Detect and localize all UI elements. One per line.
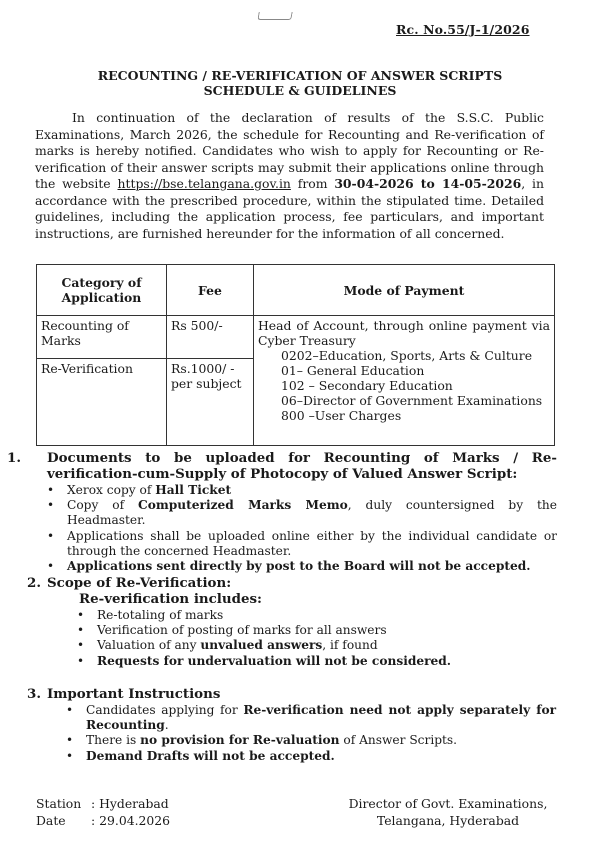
documents-list xyxy=(47,483,557,574)
category-cell: Re-Verification xyxy=(37,359,167,446)
date-label: Date xyxy=(36,812,66,828)
table-row xyxy=(37,316,555,359)
bullet-icon: • xyxy=(66,733,74,748)
bullet-icon: • xyxy=(77,623,85,638)
section-number: 1. xyxy=(7,450,21,466)
list-item xyxy=(77,653,557,669)
payment-head: Head of Account, through online payment via Cyber Treasury xyxy=(258,318,550,348)
bullet-icon: • xyxy=(77,638,85,653)
scope-list xyxy=(77,608,557,669)
bullet-icon: • xyxy=(47,528,55,543)
fee-table xyxy=(36,264,555,446)
section-subheading: Re-verification includes: xyxy=(79,591,262,607)
station-date-block xyxy=(36,796,170,829)
item-text: , if found xyxy=(322,638,378,653)
header-category: Category of Application xyxy=(37,265,167,316)
list-item xyxy=(77,638,557,653)
item-text: of Answer Scripts. xyxy=(339,733,458,748)
reference-number: Rc. No.55/J-1/2026 xyxy=(396,22,530,37)
payment-code: 01– General Education xyxy=(281,363,425,378)
item-text: Verification of posting of marks for all answers xyxy=(97,623,387,638)
section-heading-text: Documents to be uploaded for Recounting of Marks / Re-verification-cum-Supply of Photocopy of Valued Answer Script: xyxy=(47,450,557,482)
date-value: : 29.04.2026 xyxy=(91,812,171,828)
item-text: Valuation of any xyxy=(97,638,201,653)
payment-codes xyxy=(258,348,550,423)
item-bold-text: Computerized Marks Memo xyxy=(138,498,348,513)
payment-code: 800 –User Charges xyxy=(281,408,402,423)
section-documents xyxy=(7,450,557,574)
bullet-icon: • xyxy=(47,559,55,574)
bullet-icon: • xyxy=(66,703,74,717)
bullet-icon: • xyxy=(77,608,85,622)
date-line xyxy=(36,813,170,830)
intro-from: from xyxy=(290,176,335,191)
website-link[interactable]: https://bse.telangana.gov.in xyxy=(117,176,291,191)
document-subtitle: SCHEDULE & GUIDELINES xyxy=(203,83,397,98)
intro-paragraph xyxy=(35,110,544,242)
station-value: : Hyderabad xyxy=(91,796,169,811)
fee-cell: Rs.1000/ - per subject xyxy=(167,359,254,446)
list-item xyxy=(47,483,557,498)
signatory-title: Director of Govt. Examinations, xyxy=(348,796,548,811)
signatory-location: Telangana, Hyderabad xyxy=(376,812,520,828)
list-item xyxy=(47,498,557,528)
list-item xyxy=(66,703,556,733)
signatory-block xyxy=(328,796,568,829)
list-item xyxy=(47,559,557,574)
payment-code: 102 – Secondary Education xyxy=(281,378,453,393)
header-mode-of-payment: Mode of Payment xyxy=(254,265,555,316)
bullet-icon: • xyxy=(47,498,55,513)
bullet-icon: • xyxy=(77,653,85,668)
list-item xyxy=(77,623,557,638)
list-item xyxy=(77,608,557,623)
fee-cell: Rs 500/- xyxy=(167,316,254,359)
section-heading-text: Important Instructions xyxy=(47,686,221,702)
section-heading xyxy=(7,450,557,482)
intro-text: In continuation of the declaration of results of the S.S.C. Public Examinations, March 2026, the schedule for Recounting and Re-verification of marks is hereby notified. Candidates who wish to apply for Recounting or Re-verification of their answer scripts may submit their applications online through the website xyxy=(35,110,544,191)
item-bold-text: Re-verification need not apply separately for Recounting xyxy=(86,703,556,733)
list-item xyxy=(66,748,556,764)
category-cell: Recounting of Marks xyxy=(37,316,167,359)
item-text: . xyxy=(164,718,169,733)
item-text: Copy of xyxy=(67,498,139,513)
item-text: Applications shall be uploaded online either by the individual candidate or through the concerned Headmaster. xyxy=(67,528,557,558)
fee-table-header-row xyxy=(37,265,555,316)
list-item xyxy=(47,528,557,559)
section-number: 3. xyxy=(27,686,41,702)
payment-code: 0202–Education, Sports, Arts & Culture xyxy=(281,348,533,363)
stamp-mark-icon xyxy=(257,12,292,20)
header-fee: Fee xyxy=(167,265,254,316)
payment-code: 06–Director of Government Examinations xyxy=(281,393,543,408)
item-bold-text: Demand Drafts will not be accepted. xyxy=(86,748,335,763)
date-range: 30-04-2026 to 14-05-2026 xyxy=(334,176,522,191)
item-bold-text: no provision for Re-valuation xyxy=(140,733,340,748)
item-bold-text: Hall Ticket xyxy=(155,483,232,497)
item-text: Candidates applying for xyxy=(86,703,244,717)
bullet-icon: • xyxy=(66,748,74,763)
item-text: Re-totaling of marks xyxy=(97,608,224,622)
section-heading xyxy=(27,575,557,591)
section-instructions xyxy=(27,686,557,764)
section-heading-text: Scope of Re-Verification: xyxy=(47,575,232,591)
bullet-icon: • xyxy=(47,483,55,497)
payment-mode-cell xyxy=(254,316,555,446)
document-title: RECOUNTING / RE-VERIFICATION OF ANSWER SCRIPTS xyxy=(97,68,503,83)
item-text: Xerox copy of xyxy=(67,483,156,497)
station-label: Station xyxy=(36,796,82,811)
list-item xyxy=(66,733,556,748)
item-bold-text: Applications sent directly by post to the Board will not be accepted. xyxy=(67,559,531,574)
section-scope xyxy=(27,575,557,669)
item-text: There is xyxy=(86,733,141,748)
section-heading xyxy=(27,686,557,702)
instructions-list xyxy=(66,703,556,764)
station-line xyxy=(36,796,170,813)
intro-text-after: , in accordance with the prescribed procedure, within the stipulated time. Detailed guidelines, including the application process, fee particulars, and important instructions, are furnished hereunder for the information of all concerned. xyxy=(35,176,544,241)
section-number: 2. xyxy=(27,575,41,591)
item-bold-text: unvalued answers xyxy=(200,638,323,653)
item-bold-text: Requests for undervaluation will not be considered. xyxy=(97,653,452,668)
item-text: , duly countersigned by the Headmaster. xyxy=(67,498,557,528)
